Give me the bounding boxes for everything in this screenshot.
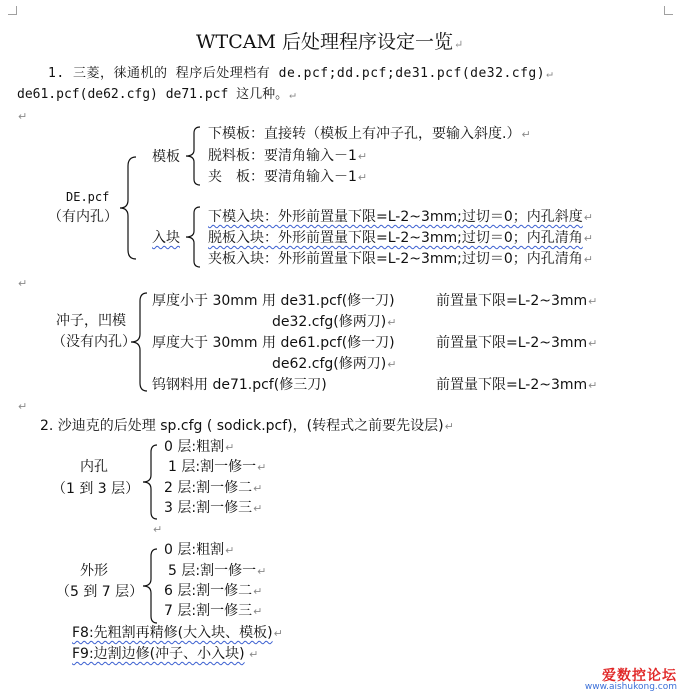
watermark-url: www.aishukong.com — [584, 682, 677, 692]
watermark-name: 爱数控论坛 — [602, 668, 677, 684]
de-pcf-brace — [120, 156, 144, 260]
paragraph-mark: ↵ — [18, 400, 28, 413]
insert-item-stripper: 脱板入块：外形前置量下限=L-2~3mm;过切＝0；内孔清角↵ — [208, 230, 593, 246]
outer-layer-5: 5 层:割一修一↵ — [168, 563, 267, 579]
inner-layer-3: 3 层:割一修三↵ — [164, 500, 263, 516]
mold-item-stripper-plate: 脱料板：要清角输入－1↵ — [208, 148, 368, 164]
mold-brace — [186, 126, 204, 186]
de-pcf-label: DE.pcf — [66, 190, 110, 204]
paragraph-2: 2. 沙迪克的后处理 sp.cfg ( sodick.pcf)，(转程式之前要先设层)↵ — [40, 418, 454, 434]
mold-group-label: 模板 — [152, 149, 180, 165]
outer-label: 外形 — [80, 563, 108, 579]
mold-item-bottom-plate: 下模板：直接转（模板上有冲子孔，要输入斜度.）↵ — [208, 126, 531, 142]
paragraph-mark: ↵ — [18, 110, 28, 123]
page-corner-mark — [8, 6, 17, 15]
inner-hole-label: 内孔 — [80, 459, 108, 475]
punch-die-brace — [131, 292, 151, 392]
f8-note: F8:先粗割再精修(大入块、模板)↵ — [72, 625, 283, 641]
punch-row-thick: 厚度大于 30mm 用 de61.pcf(修一刀) — [152, 335, 395, 351]
inner-layer-0: 0 层:粗割↵ — [164, 439, 235, 455]
punch-row-thick-sub: de62.cfg(修两刀)↵ — [272, 356, 397, 372]
outer-layer-6: 6 层:割一修二↵ — [164, 583, 263, 599]
punch-row-thin: 厚度小于 30mm 用 de31.pcf(修一刀) — [152, 293, 395, 309]
punch-row-thin-sub: de32.cfg(修两刀)↵ — [272, 314, 397, 330]
paragraph-mark: ↵ — [153, 523, 163, 536]
insert-item-clamp: 夹板入块：外形前置量下限=L-2~3mm;过切＝0；内孔清角↵ — [208, 251, 593, 267]
f9-note: F9:边割边修(冲子、小入块) ↵ — [72, 646, 259, 662]
insert-brace — [186, 206, 204, 268]
inner-hole-sublabel: （1 到 3 层） — [52, 481, 140, 497]
de-pcf-sublabel: （有内孔） — [48, 209, 118, 225]
outer-layer-7: 7 层:割一修三↵ — [164, 603, 263, 619]
punch-die-sublabel: （没有内孔） — [52, 334, 136, 350]
outer-layer-0: 0 层:粗割↵ — [164, 542, 235, 558]
page-title: WTCAM 后处理程序设定一览↵ — [196, 31, 464, 53]
paragraph-mark: ↵ — [18, 277, 28, 290]
punch-row-carbide: 钨钢料用 de71.pcf(修三刀) — [152, 377, 327, 393]
punch-row-carbide-param: 前置量下限=L-2~3mm↵ — [436, 377, 598, 393]
insert-item-bottom: 下模入块：外形前置量下限=L-2~3mm;过切＝0；内孔斜度↵ — [208, 209, 593, 225]
inner-layer-2: 2 层:割一修二↵ — [164, 480, 263, 496]
paragraph-1-line-2: de61.pcf(de62.cfg) de71.pcf 这几种。↵ — [17, 87, 296, 102]
punch-die-label: 冲子，凹模 — [56, 313, 126, 329]
outer-sublabel: （5 到 7 层） — [56, 584, 144, 600]
punch-row-thick-param: 前置量下限=L-2~3mm↵ — [436, 335, 598, 351]
punch-row-thin-param: 前置量下限=L-2~3mm↵ — [436, 293, 598, 309]
inner-layer-1: 1 层:割一修一↵ — [168, 459, 267, 475]
insert-group-label: 入块 — [152, 230, 180, 246]
paragraph-1-line-1: 1. 三菱，徕通机的 程序后处理档有 de.pcf;dd.pcf;de31.pcf(de32.cfg)↵ — [48, 66, 554, 81]
outer-brace — [143, 548, 161, 624]
page-corner-mark — [664, 6, 673, 15]
inner-hole-brace — [143, 444, 161, 520]
mold-item-clamp-plate: 夹 板：要清角输入－1↵ — [208, 169, 368, 185]
forum-watermark-logo — [585, 669, 677, 692]
